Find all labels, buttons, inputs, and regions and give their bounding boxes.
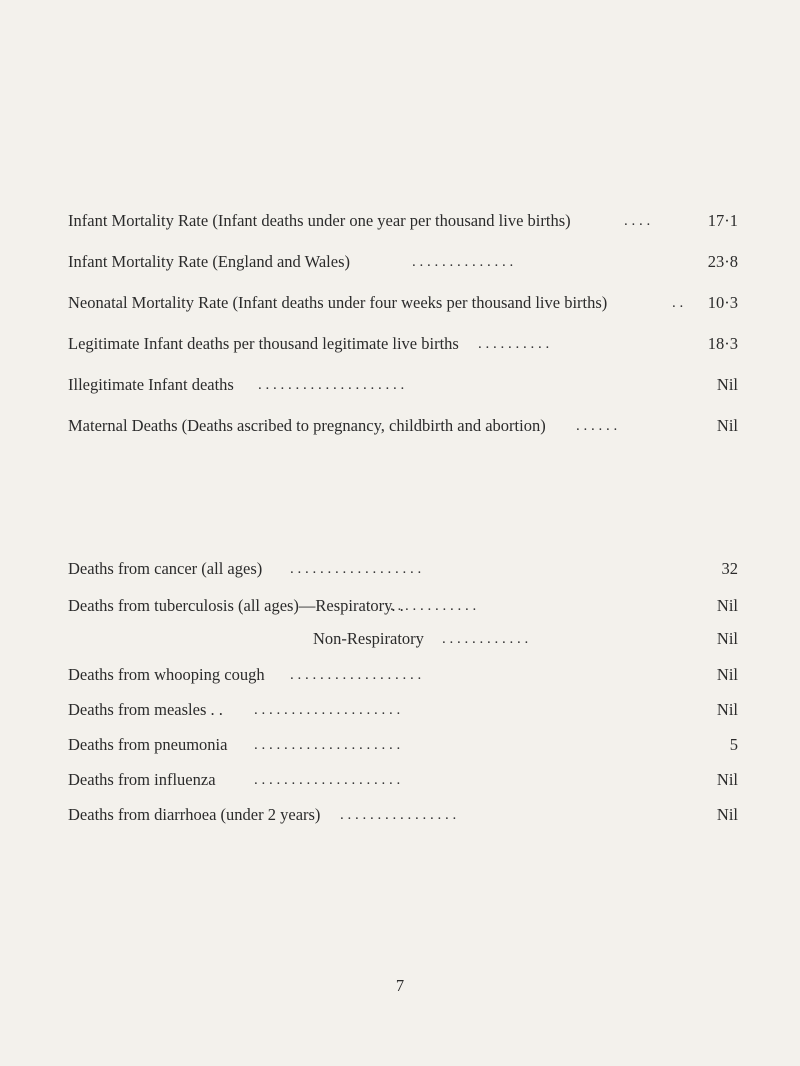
dot-leader: . . . . bbox=[624, 213, 651, 229]
stat-row bbox=[68, 556, 738, 582]
stat-value: 23·8 bbox=[707, 252, 738, 271]
stat-value: Nil bbox=[716, 770, 738, 789]
stat-label: Deaths from tuberculosis (all ages)—Respiratory. . bbox=[68, 596, 404, 615]
stat-value: 17·1 bbox=[707, 211, 738, 230]
stat-label: Deaths from pneumonia bbox=[68, 735, 228, 754]
stat-label: Deaths from diarrhoea (under 2 years) bbox=[68, 805, 321, 824]
dot-leader: . . . . . . . . . . . . . . . . . . . . bbox=[258, 377, 405, 393]
dot-leader: . . . . . . . . . . . . . . . . bbox=[340, 807, 457, 823]
stat-row bbox=[68, 372, 738, 398]
dot-leader: . . . . . . bbox=[576, 418, 618, 434]
stat-label: Deaths from cancer (all ages) bbox=[68, 559, 263, 578]
dot-leader: . . . . . . . . . . . . . . . . . . . . bbox=[254, 702, 401, 718]
dot-leader: . . . . . . . . . . . . . . . . . . bbox=[290, 667, 422, 683]
dot-leader: . . bbox=[672, 295, 684, 311]
stat-value: Nil bbox=[716, 375, 738, 394]
stat-row bbox=[68, 697, 738, 723]
stat-value: Nil bbox=[716, 416, 738, 435]
stat-label: Non-Respiratory bbox=[313, 629, 424, 648]
stat-row bbox=[68, 413, 738, 439]
stat-label: Neonatal Mortality Rate (Infant deaths under four weeks per thousand live births) bbox=[68, 293, 608, 312]
dot-leader: . . . . . . . . . . bbox=[478, 336, 550, 352]
stat-label: Deaths from measles . . bbox=[68, 700, 223, 719]
stat-value: Nil bbox=[716, 805, 738, 824]
stat-value: Nil bbox=[716, 700, 738, 719]
stat-value: Nil bbox=[716, 665, 738, 684]
stat-row bbox=[68, 802, 738, 828]
stat-label: Deaths from whooping cough bbox=[68, 665, 265, 684]
stat-row bbox=[68, 208, 738, 234]
stat-label: Infant Mortality Rate (Infant deaths under one year per thousand live births) bbox=[68, 211, 571, 230]
stat-label: Maternal Deaths (Deaths ascribed to pregnancy, childbirth and abortion) bbox=[68, 416, 546, 435]
stat-value: 5 bbox=[729, 735, 738, 754]
stat-row bbox=[68, 331, 738, 357]
page-number: 7 bbox=[395, 976, 405, 995]
stat-row bbox=[68, 290, 738, 316]
dot-leader: . . . . . . . . . . . . . . . . . . . . bbox=[254, 772, 401, 788]
stat-value: 18·3 bbox=[707, 334, 738, 353]
stat-value: Nil bbox=[716, 596, 738, 615]
dot-leader: . . . . . . . . . . . . . . . . . . . . bbox=[254, 737, 401, 753]
stat-label: Deaths from influenza bbox=[68, 770, 216, 789]
stat-value: 32 bbox=[721, 559, 738, 578]
dot-leader: . . . . . . . . . . . . . . bbox=[412, 254, 514, 270]
stat-label: Illegitimate Infant deaths bbox=[68, 375, 234, 394]
stat-row bbox=[68, 767, 738, 793]
stat-row bbox=[68, 626, 738, 652]
stat-value: 10·3 bbox=[707, 293, 738, 312]
stat-value: Nil bbox=[716, 629, 738, 648]
dot-leader: . . . . . . . . . . . . bbox=[390, 598, 477, 614]
stat-row bbox=[68, 662, 738, 688]
dot-leader: . . . . . . . . . . . . bbox=[442, 631, 529, 647]
stat-row bbox=[68, 732, 738, 758]
stat-label: Infant Mortality Rate (England and Wales) bbox=[68, 252, 350, 271]
stat-row bbox=[68, 249, 738, 275]
stat-label: Legitimate Infant deaths per thousand legitimate live births bbox=[68, 334, 459, 353]
dot-leader: . . . . . . . . . . . . . . . . . . bbox=[290, 561, 422, 577]
stat-row bbox=[68, 593, 738, 619]
